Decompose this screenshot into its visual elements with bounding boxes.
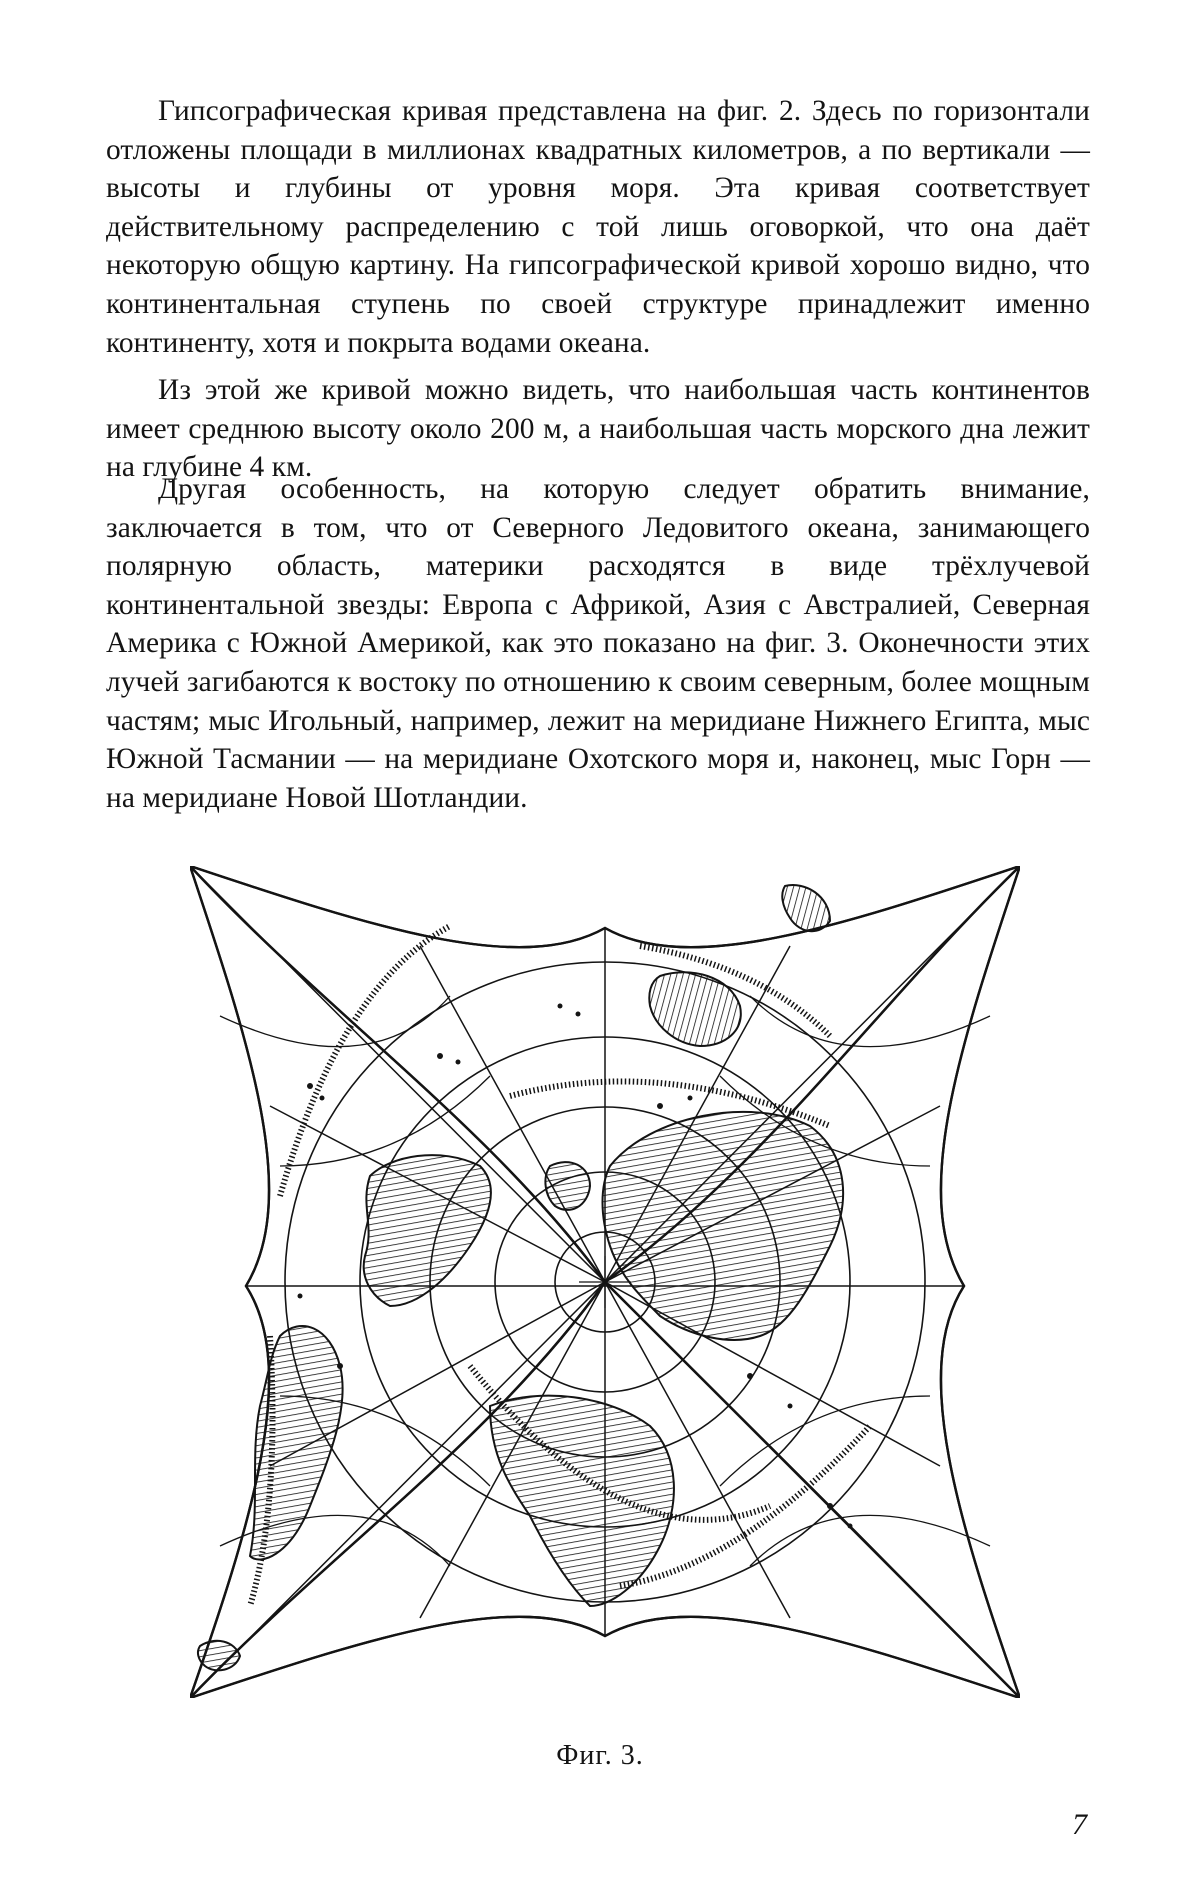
paragraph-1: Гипсографическая кривая представлена на фиг. 2. Здесь по горизонтали отложены площади в миллионах квадратных километров, а по вертикали — высоты и глубины от уровня моря. Эта кривая соответствует действительному распределению с той лишь оговоркой, что она даёт некоторую общую картину. На гипсографической кривой хорошо видно, что континентальная ступень по своей структуре принадлежит именно континенту, хотя и покрыта водами океана.: [106, 95, 1090, 359]
paragraph-3: Другая особенность, на которую следует обратить внимание, заключается в том, что от Северного Ледовитого океана, занимающего полярную область, материки расходятся в виде трёхлучевой континентальной звезды: Европа с Африкой, Азия с Австралией, Северная Америка с Южной Америкой, как это показано на фиг. 3. Оконечности этих лучей загибаются к востоку по отношению к своим северным, более мощным частям; мыс Игольный, например, лежит на меридиане Нижнего Египта, мыс Южной Тасмании — на меридиане Охотского моря и, наконец, мыс Горн — на меридиане Новой Шотландии.: [106, 473, 1090, 814]
landmasses: [198, 885, 843, 1670]
paragraph-2: Из этой же кривой можно видеть, что наибольшая часть континентов имеет среднюю высоту около 200 м, а наибольшая часть морского дна лежит на глубине 4 км.: [106, 374, 1090, 484]
pole-star: [579, 1256, 631, 1308]
figure-caption: Фиг. 3.: [556, 1740, 644, 1771]
page-number: 7: [1072, 1808, 1087, 1841]
star-projection-world-map: [190, 866, 1020, 1698]
